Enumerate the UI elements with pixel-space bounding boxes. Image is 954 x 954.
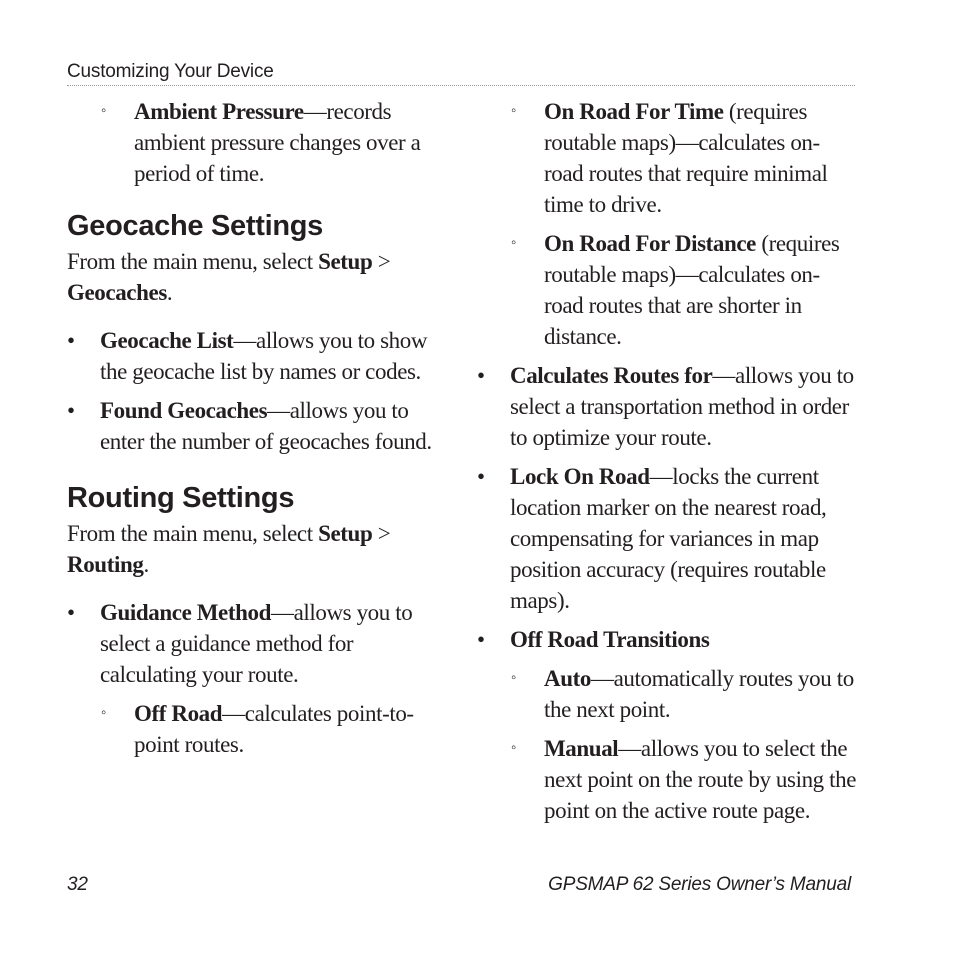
description: —records ambient pressure changes over a period of time.	[134, 99, 421, 186]
sub-bullet-marker: ◦	[101, 705, 106, 721]
list-item-geocache-list	[67, 325, 447, 387]
list-item-manual	[477, 733, 857, 826]
description: —calculates point-to-point routes.	[134, 701, 414, 757]
sub-bullet-marker: ◦	[511, 670, 516, 686]
description: (requires routable maps)—calculates on-road routes that require minimal time to drive.	[544, 99, 828, 217]
list-item-guidance-method	[67, 597, 447, 690]
term: Lock On Road	[510, 464, 650, 489]
menu-routing: Routing	[67, 552, 144, 577]
sub-bullet-marker: ◦	[511, 103, 516, 119]
menu-separator: >	[372, 521, 391, 546]
menu-separator: >	[372, 249, 391, 274]
menu-geocaches: Geocaches	[67, 280, 167, 305]
description: —allows you to select a transportation method in order to optimize your route.	[510, 363, 854, 450]
term: Off Road Transitions	[510, 627, 710, 652]
routing-intro	[67, 518, 447, 580]
menu-setup: Setup	[318, 249, 373, 274]
menu-setup: Setup	[318, 521, 373, 546]
description: —locks the current location marker on the nearest road, compensating for variances in map position accuracy (requires routable maps).	[510, 464, 827, 613]
bullet-marker: •	[477, 363, 485, 388]
left-column	[67, 96, 447, 760]
term: Manual	[544, 736, 619, 761]
description: —allows you to select a guidance method for calculating your route.	[100, 600, 413, 687]
description: —allows you to select the next point on the route by using the point on the active route page.	[544, 736, 857, 823]
list-item-calculates-routes-for	[477, 360, 857, 453]
description: —allows you to enter the number of geocaches found.	[100, 398, 432, 454]
list-item-found-geocaches	[67, 395, 447, 457]
intro-text: From the main menu, select	[67, 249, 319, 274]
list-item-lock-on-road	[477, 461, 857, 616]
right-column	[477, 96, 857, 826]
intro-period: .	[166, 280, 173, 305]
term: Auto	[544, 666, 591, 691]
intro-text: From the main menu, select	[67, 521, 319, 546]
term: Found Geocaches	[100, 398, 268, 423]
term: Ambient Pressure	[134, 99, 304, 124]
term: Calculates Routes for	[510, 363, 713, 388]
description: —automatically routes you to the next point.	[544, 666, 854, 722]
bullet-marker: •	[67, 398, 75, 423]
list-item-off-road	[67, 698, 447, 760]
term: Geocache List	[100, 328, 234, 353]
list-item-auto	[477, 663, 857, 725]
section-heading-geocache: Geocache Settings	[67, 210, 323, 242]
term: Off Road	[134, 701, 223, 726]
list-item-ambient-pressure	[67, 96, 447, 189]
list-item-on-road-for-distance	[477, 228, 857, 352]
bullet-marker: •	[67, 328, 75, 353]
description: (requires routable maps)—calculates on-road routes that are shorter in distance.	[544, 231, 840, 349]
running-head: Customizing Your Device	[67, 61, 274, 82]
description: —allows you to show the geocache list by names or codes.	[100, 328, 428, 384]
bullet-marker: •	[67, 600, 75, 625]
sub-bullet-marker: ◦	[511, 740, 516, 756]
list-item-off-road-transitions	[477, 624, 857, 655]
header-rule	[67, 85, 855, 86]
list-item-on-road-for-time	[477, 96, 857, 220]
section-heading-routing: Routing Settings	[67, 482, 295, 514]
term: Guidance Method	[100, 600, 271, 625]
bullet-marker: •	[477, 627, 485, 652]
bullet-marker: •	[477, 464, 485, 489]
term: On Road For Distance	[544, 231, 756, 256]
term: On Road For Time	[544, 99, 724, 124]
page-number: 32	[67, 874, 88, 895]
sub-bullet-marker: ◦	[511, 235, 516, 251]
geocache-intro	[67, 246, 447, 308]
sub-bullet-marker: ◦	[101, 103, 106, 119]
intro-period: .	[143, 552, 149, 577]
manual-title: GPSMAP 62 Series Owner’s Manual	[548, 874, 851, 895]
